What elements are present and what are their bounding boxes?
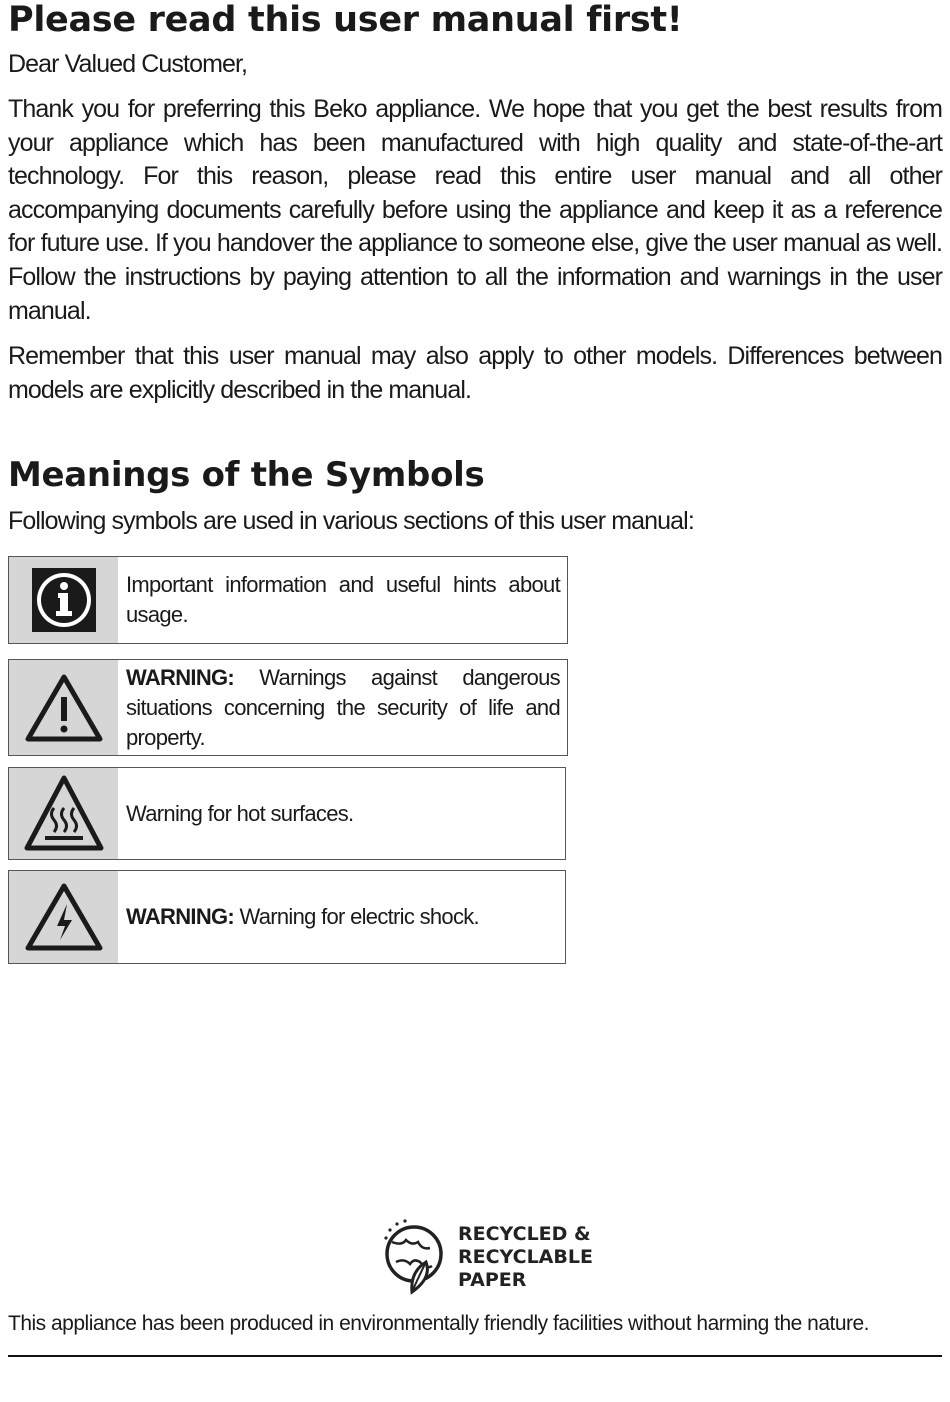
eco-label-text: RECYCLED & RECYCLABLE PAPER (458, 1222, 593, 1291)
symbol-row-hot-surface (8, 767, 566, 860)
symbol-row-info (8, 556, 568, 644)
symbol-text: Warning for hot surfaces. (126, 800, 354, 826)
symbols-heading: Meanings of the Symbols (8, 455, 485, 495)
symbol-row-warning (8, 659, 568, 756)
footer-note: This appliance has been produced in environmentally friendly facilities without harming the nature. (8, 1312, 870, 1335)
recycle-globe-icon (378, 1218, 450, 1296)
symbol-text: WARNING: Warning for electric shock. (126, 904, 479, 929)
warning-icon (9, 660, 118, 755)
models-note: Remember that this user manual may also apply to other models. Differences between models are explicitly described in the manual. (8, 342, 942, 404)
intro-paragraph: Thank you for preferring this Beko appliance. We hope that you get the best results from your appliance which has been manufactured with high quality and state-of-the-art technology. For this reason, please read this entire user manual and all other accompanying documents carefully before using the appliance and keep it as a reference for future use. If you handover the appliance to someone else, give the user manual as well. Follow the instructions by paying attention to all the information and warnings in the user manual. (8, 95, 942, 325)
info-icon (9, 557, 118, 643)
greeting: Dear Valued Customer, (8, 50, 248, 78)
page-title: Please read this user manual first! (8, 0, 683, 40)
hot-surface-icon (9, 768, 118, 859)
footer-divider (8, 1355, 942, 1357)
symbol-text: Important information and useful hints about usage. (126, 572, 560, 627)
symbol-row-electric-shock (8, 870, 566, 964)
symbol-text: WARNING: Warnings against dangerous situations concerning the security of life and property. (126, 664, 560, 750)
symbols-intro: Following symbols are used in various sections of this user manual: (8, 507, 694, 535)
electric-shock-icon (9, 871, 118, 963)
recycled-paper-label (378, 1218, 593, 1296)
